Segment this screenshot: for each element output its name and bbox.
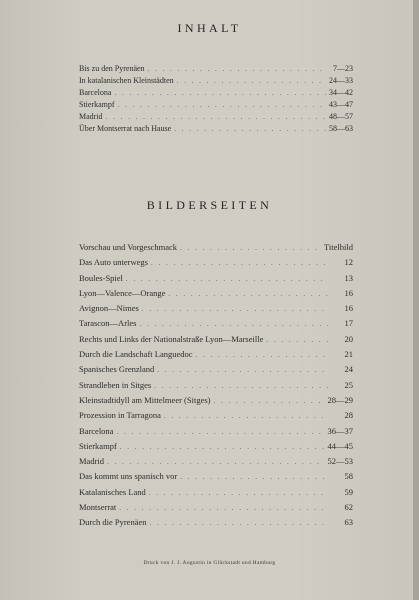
dot-leader [126, 272, 328, 286]
toc-entry-pages: 16 [344, 287, 353, 298]
dot-leader [164, 409, 328, 423]
toc-entry-pages: 63 [344, 517, 353, 528]
toc-entry-title: Das Auto unterwegs [79, 257, 148, 268]
toc-entry-pages: 62 [344, 502, 353, 513]
dot-leader [139, 317, 328, 331]
toc-entry-pages: 21 [344, 349, 353, 360]
toc-entry [79, 408, 353, 423]
toc-entry-pages: 13 [344, 272, 353, 283]
toc-entry [79, 111, 353, 123]
dot-leader [266, 333, 328, 347]
toc-entry [79, 424, 353, 439]
toc-entry-title: Rechts und Links der Nationalstraße Lyon—Marseille [79, 333, 264, 344]
dot-leader [180, 241, 321, 255]
toc-entry [79, 286, 353, 301]
toc-entry-title: Madrid [79, 112, 103, 121]
dot-leader [107, 455, 324, 469]
dot-leader [177, 76, 326, 87]
toc-entry [79, 500, 353, 515]
toc-entry-title: Katalanisches Land [79, 486, 146, 497]
pictures-heading: BILDERSEITEN [146, 198, 273, 212]
toc-entry-title: Tarascon—Arles [79, 318, 137, 329]
toc-entry [79, 87, 353, 99]
printer-imprint: Druck von J. J. Augustin in Glückstadt und Hamburg [143, 560, 276, 566]
book-spine-shadow [413, 0, 419, 600]
toc-entry-pages: 28 [344, 410, 353, 421]
dot-leader [114, 88, 326, 99]
toc-entry-title: Über Montserrat nach Hause [79, 124, 172, 133]
toc-entry-title: Lyon—Valence—Orange [79, 287, 166, 298]
toc-entry [79, 515, 353, 530]
dot-leader [116, 425, 324, 439]
toc-entry [79, 99, 353, 111]
toc-entry-title: Das kommt uns spanisch vor [79, 471, 178, 482]
toc-entry-pages: 24 [344, 364, 353, 375]
dot-leader [196, 348, 328, 362]
toc-entry-pages: 58—63 [329, 124, 353, 133]
toc-entry [79, 454, 353, 469]
dot-leader [148, 64, 328, 75]
toc-entry-pages: 48—57 [329, 112, 353, 121]
dot-leader [157, 363, 328, 377]
toc-entry [79, 123, 353, 135]
toc-entry-pages: 24—33 [329, 76, 353, 85]
toc-entry-title: Bis zu den Pyrenäen [79, 64, 145, 73]
toc-entry-pages: 7—23 [333, 64, 353, 73]
toc-entry [79, 439, 353, 454]
toc-entry-pages: 43—47 [329, 100, 353, 109]
toc-entry-title: Spanisches Grenzland [79, 364, 155, 375]
toc-entry-pages: 36—37 [327, 425, 353, 436]
toc-entry [79, 301, 353, 316]
toc-entry [79, 378, 353, 393]
toc-entry [79, 393, 353, 408]
toc-entry-pages: 16 [344, 303, 353, 314]
dot-leader [214, 394, 325, 408]
toc-entry [79, 485, 353, 500]
toc-entry-pages: 20 [344, 333, 353, 344]
toc-entry-title: Durch die Pyrenäen [79, 517, 147, 528]
toc-entry-title: Vorschau und Vorgeschmack [79, 242, 178, 252]
toc-entry [79, 75, 353, 87]
toc-entry-pages: 44—45 [327, 440, 353, 451]
dot-leader [106, 112, 326, 123]
toc-entry-title: Strandleben in Sitges [79, 379, 152, 390]
toc-entry-pages: 59 [344, 486, 353, 497]
toc-entry [79, 347, 353, 362]
toc-entry-title: Boules-Spiel [79, 272, 123, 283]
toc-entry-title: Durch die Landschaft Languedoc [79, 349, 193, 360]
toc-entry-pages: 17 [344, 318, 353, 329]
dot-leader [119, 501, 328, 515]
toc-entry-title: In katalanischen Kleinstädten [79, 76, 174, 85]
dot-leader [180, 470, 328, 484]
toc-entry-pages: 12 [344, 257, 353, 268]
toc-entry-pages: Titelbild [324, 242, 353, 252]
toc-entry-pages: 58 [344, 471, 353, 482]
toc-entry [79, 316, 353, 331]
toc-entry-title: Stierkampf [79, 440, 117, 451]
toc-entry [79, 255, 353, 270]
toc-entry [79, 271, 353, 286]
toc-entry-pages: 52—53 [327, 456, 353, 467]
dot-leader [149, 486, 328, 500]
pictures-list [79, 240, 353, 531]
toc-entry [79, 469, 353, 484]
dot-leader [142, 302, 328, 316]
dot-leader [151, 256, 328, 270]
dot-leader [168, 287, 328, 301]
toc-entry-title: Madrid [79, 456, 105, 467]
dot-leader [154, 379, 328, 393]
toc-entry-title: Avignon—Nimes [79, 303, 139, 314]
dot-leader [174, 124, 326, 135]
toc-entry-pages: 25 [344, 379, 353, 390]
dot-leader [120, 440, 325, 454]
dot-leader [118, 100, 326, 111]
toc-entry-title: Stierkampf [79, 100, 115, 109]
toc-entry [79, 63, 353, 75]
toc-entry [79, 362, 353, 377]
toc-entry [79, 332, 353, 347]
toc-entry-title: Barcelona [79, 425, 114, 436]
dot-leader [150, 516, 328, 530]
toc-entry-title: Montserrat [79, 502, 117, 513]
toc-entry-pages: 34—42 [329, 88, 353, 97]
toc-entry-pages: 28—29 [327, 394, 353, 405]
contents-list [79, 63, 353, 135]
toc-entry [79, 240, 353, 255]
contents-heading: INHALT [177, 21, 242, 35]
toc-entry-title: Kleinstadtidyll am Mittelmeer (Sitges) [79, 394, 211, 405]
toc-entry-title: Barcelona [79, 88, 112, 97]
toc-entry-title: Prozession in Tarragona [79, 410, 161, 421]
